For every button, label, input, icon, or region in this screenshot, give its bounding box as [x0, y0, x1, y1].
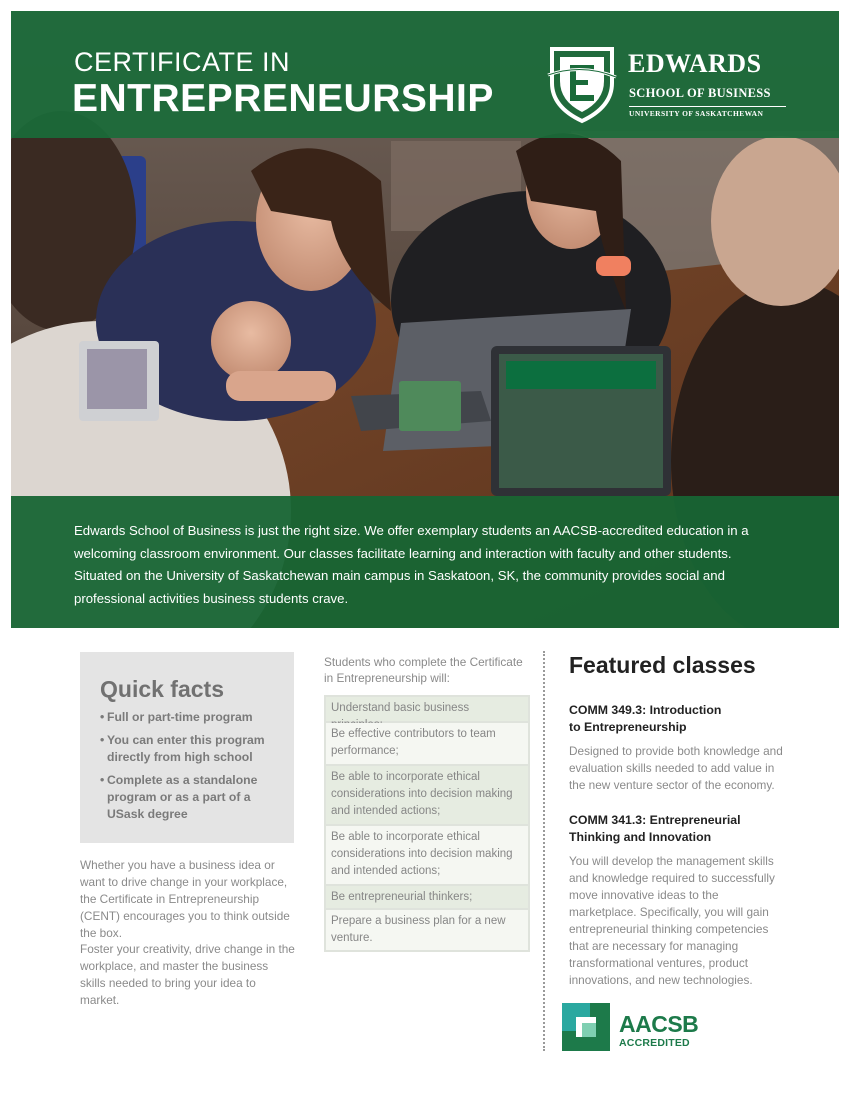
program-title: ENTREPRENEURSHIP [72, 77, 494, 120]
quick-facts-title: Quick facts [100, 676, 224, 702]
featured-classes-title: Featured classes [569, 652, 756, 678]
quick-facts-list [100, 709, 286, 829]
quick-fact-item: • Complete as a standalone program or as a part of a USask degree [100, 772, 286, 823]
quick-facts-box [80, 652, 294, 843]
outcome-item: Be able to incorporate ethical considerations into decision making and intended actions; [326, 766, 528, 824]
quick-fact-item: • Full or part-time program [100, 709, 286, 726]
quick-fact-item: • You can enter this program directly from high school [100, 732, 286, 766]
course-title: COMM 349.3: Introduction to Entrepreneurship [569, 703, 722, 734]
body-paragraph: Foster your creativity, drive change in the workplace, and master the business skills needed to bring your idea to market. [80, 942, 295, 1007]
outcomes-heading: Students who complete the Certificate in Entrepreneurship will: [324, 655, 523, 685]
outcome-item: Be entrepreneurial thinkers; [326, 886, 528, 908]
aacsb-label: AACSB [619, 1011, 699, 1037]
intro-text: Edwards School of Business is just the right size. We offer exemplary students an AACSB-accredited education in a welcoming classroom environment. Our classes facilitate learning and interaction with faculty and other students. Situated on the University of Saskatchewan main campus in Saskatoon, SK, the community provides social and professional activities business students crave. [74, 523, 749, 606]
course-title: COMM 341.3: Entrepreneurial Thinking and Innovation [569, 813, 741, 844]
aacsb-badge [562, 1003, 712, 1053]
body-paragraph: Whether you have a business idea or want to drive change in your workplace, the Certificate in Entrepreneurship (CENT) encourages you to think outside the box. [80, 858, 290, 940]
logo-school: SCHOOL OF BUSINESS [629, 86, 771, 100]
outcome-item: Prepare a business plan for a new venture. [326, 910, 528, 950]
outcome-item: Be effective contributors to team performance; [326, 723, 528, 764]
shield-e-logo-icon [546, 45, 618, 125]
aacsb-square-icon [562, 1003, 610, 1051]
hero-section [11, 11, 839, 628]
accredited-label: ACCREDITED [619, 1037, 690, 1049]
certificate-subtitle: CERTIFICATE IN [74, 47, 291, 77]
outcome-item: Understand basic business [326, 697, 528, 721]
outcomes-list [324, 695, 530, 952]
logo-divider [629, 106, 786, 107]
logo-university: UNIVERSITY OF SASKATCHEWAN [629, 109, 764, 118]
course-description: You will develop the management skills and knowledge required to successfully move innovative ideas to the marketplace. Specifically, you will gain entrepreneurial thinking competencies that are necessary for managing transformational ventures, product innovations, and new technologies. [569, 854, 775, 987]
course-description: Designed to provide both knowledge and evaluation skills needed to add value in the new venture sector of the economy. [569, 744, 783, 792]
outcome-item: Be able to incorporate ethical considerations into decision making and intended actions; [326, 826, 528, 884]
logo-name: EDWARDS [628, 49, 762, 78]
edwards-logo [546, 45, 786, 125]
column-divider [543, 651, 545, 1051]
